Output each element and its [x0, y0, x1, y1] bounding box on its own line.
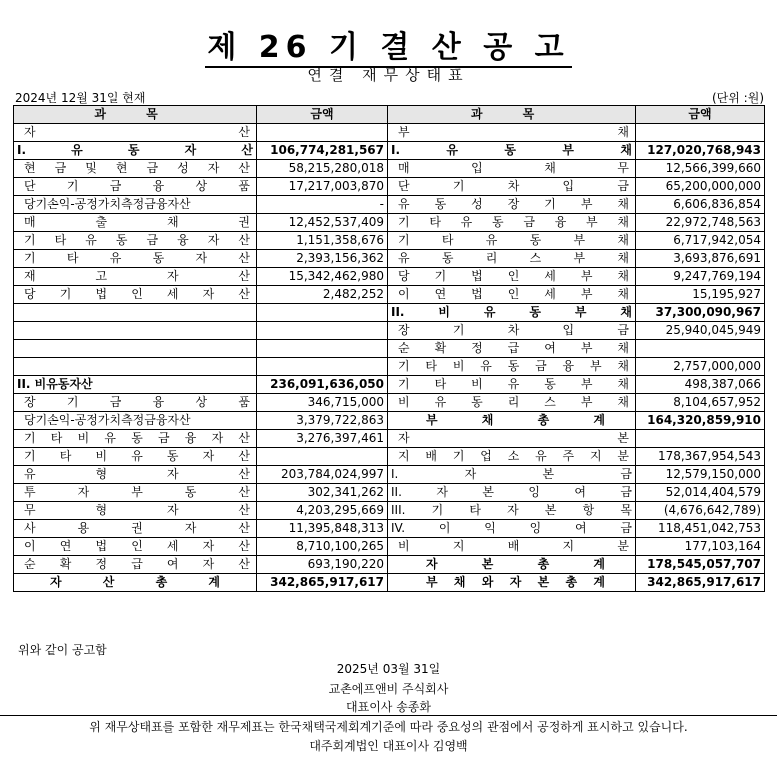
asset-amount: 236,091,636,050: [257, 376, 388, 394]
asset-item-label: I. 유 동 자 산: [14, 142, 257, 160]
liability-amount: 177,103,164: [636, 538, 765, 556]
liability-amount: 37,300,090,967: [636, 304, 765, 322]
liability-item-label: 매 입 채 무: [388, 160, 636, 178]
liability-amount: 498,387,066: [636, 376, 765, 394]
asset-amount: [257, 448, 388, 466]
asset-item-label: 자 산 총 계: [14, 574, 257, 592]
ceo-name: 대표이사 송종화: [346, 700, 431, 714]
page-title: 제 26 기 결 산 공 고: [0, 22, 777, 66]
table-row: [14, 250, 765, 268]
liability-item-label: 당 기 법 인 세 부 채: [388, 268, 636, 286]
liability-item-label: 기 타 비 유 동 금 융 부 채: [388, 358, 636, 376]
asset-amount: [257, 304, 388, 322]
table-row: [14, 322, 765, 340]
asset-amount: 302,341,262: [257, 484, 388, 502]
liability-amount: 52,014,404,579: [636, 484, 765, 502]
liability-amount: [636, 124, 765, 142]
table-row: [14, 394, 765, 412]
asset-item-label: 단 기 금 융 상 품: [14, 178, 257, 196]
table-row: [14, 430, 765, 448]
table-row: [14, 142, 765, 160]
asset-item-label: 이 연 법 인 세 자 산: [14, 538, 257, 556]
asset-amount: 1,151,358,676: [257, 232, 388, 250]
liability-amount: [636, 430, 765, 448]
asset-amount: [257, 124, 388, 142]
table-row: [14, 376, 765, 394]
liabilities-subject-header: 과 목: [388, 106, 636, 124]
table-row: [14, 574, 765, 592]
liability-item-label: 지 배 기 업 소 유 주 지 분: [388, 448, 636, 466]
asset-item-label: 당기손익-공정가치측정금융자산: [14, 196, 257, 214]
table-row: [14, 160, 765, 178]
table-row: [14, 520, 765, 538]
divider-line: [0, 715, 777, 716]
liability-amount: 22,972,748,563: [636, 214, 765, 232]
asset-amount: 3,379,722,863: [257, 412, 388, 430]
balance-sheet-table: [13, 105, 765, 592]
asset-item-label: 현 금 및 현 금 성 자 산: [14, 160, 257, 178]
asset-amount: 203,784,024,997: [257, 466, 388, 484]
asset-amount: 693,190,220: [257, 556, 388, 574]
liability-item-label: 순 확 정 급 여 부 채: [388, 340, 636, 358]
liability-item-label: 유 동 성 장 기 부 채: [388, 196, 636, 214]
asset-amount: 2,393,156,362: [257, 250, 388, 268]
liability-amount: [636, 340, 765, 358]
liability-amount: 2,757,000,000: [636, 358, 765, 376]
asset-amount: 342,865,917,617: [257, 574, 388, 592]
asset-amount: 8,710,100,265: [257, 538, 388, 556]
asset-amount: [257, 322, 388, 340]
statement-subtitle: 연결 재무상태표: [307, 66, 470, 84]
liability-item-label: I. 유 동 부 채: [388, 142, 636, 160]
asset-amount: 15,342,462,980: [257, 268, 388, 286]
asset-amount: 11,395,848,313: [257, 520, 388, 538]
table-row: [14, 124, 765, 142]
liability-item-label: III. 기 타 자 본 항 목: [388, 502, 636, 520]
asset-item-label: 당 기 법 인 세 자 산: [14, 286, 257, 304]
asset-amount: [257, 340, 388, 358]
liability-amount: 164,320,859,910: [636, 412, 765, 430]
asset-item-label: 기 타 비 유 동 금 융 자 산: [14, 430, 257, 448]
as-of-date: 2024년 12월 31일 현재: [15, 91, 146, 105]
liability-item-label: 기 타 유 동 부 채: [388, 232, 636, 250]
liability-item-label: 기 타 유 동 금 융 부 채: [388, 214, 636, 232]
liability-amount: 9,247,769,194: [636, 268, 765, 286]
liability-amount: 25,940,045,949: [636, 322, 765, 340]
liability-amount: 12,566,399,660: [636, 160, 765, 178]
asset-item-label: 투 자 부 동 산: [14, 484, 257, 502]
liability-item-label: 단 기 차 입 금: [388, 178, 636, 196]
liability-item-label: IV. 이 익 잉 여 금: [388, 520, 636, 538]
asset-amount: 106,774,281,567: [257, 142, 388, 160]
liability-amount: 118,451,042,753: [636, 520, 765, 538]
asset-item-label: 사 용 권 자 산: [14, 520, 257, 538]
liability-item-label: 장 기 차 입 금: [388, 322, 636, 340]
asset-item-label: 당기손익-공정가치측정금융자산: [14, 412, 257, 430]
asset-item-label: 기 타 유 동 자 산: [14, 250, 257, 268]
asset-amount: 346,715,000: [257, 394, 388, 412]
liability-amount: 178,545,057,707: [636, 556, 765, 574]
asset-item-label: 무 형 자 산: [14, 502, 257, 520]
table-row: [14, 466, 765, 484]
liability-amount: 8,104,657,952: [636, 394, 765, 412]
asset-item-label: [14, 358, 257, 376]
asset-item-label: 매 출 채 권: [14, 214, 257, 232]
unit-label: (단위 :원): [712, 91, 764, 105]
liability-item-label: 비 지 배 지 분: [388, 538, 636, 556]
assets-amount-header: 금액: [257, 106, 388, 124]
asset-amount: 17,217,003,870: [257, 178, 388, 196]
liability-amount: 3,693,876,691: [636, 250, 765, 268]
auditor-name: 대주회계법인 대표이사 김영백: [309, 739, 468, 753]
asset-amount: 4,203,295,669: [257, 502, 388, 520]
table-row: [14, 340, 765, 358]
liability-item-label: 기 타 비 유 동 부 채: [388, 376, 636, 394]
asset-item-label: 자 산: [14, 124, 257, 142]
liability-item-label: I. 자 본 금: [388, 466, 636, 484]
asset-item-label: [14, 322, 257, 340]
assets-subject-header: 과 목: [14, 106, 257, 124]
table-row: [14, 214, 765, 232]
asset-item-label: 순 확 정 급 여 자 산: [14, 556, 257, 574]
asset-item-label: 장 기 금 융 상 품: [14, 394, 257, 412]
liability-item-label: 부 채 와 자 본 총 계: [388, 574, 636, 592]
liability-item-label: II. 비 유 동 부 채: [388, 304, 636, 322]
table-row: [14, 232, 765, 250]
announcement-date: 2025년 03월 31일: [336, 662, 441, 676]
table-row: [14, 502, 765, 520]
table-row: [14, 358, 765, 376]
liability-item-label: 비 유 동 리 스 부 채: [388, 394, 636, 412]
liability-item-label: 자 본: [388, 430, 636, 448]
table-row: [14, 538, 765, 556]
asset-amount: 2,482,252: [257, 286, 388, 304]
asset-amount: 58,215,280,018: [257, 160, 388, 178]
asset-item-label: [14, 340, 257, 358]
asset-amount: 12,452,537,409: [257, 214, 388, 232]
table-row: [14, 412, 765, 430]
balance-sheet-body: [14, 124, 765, 592]
asset-item-label: II. 비유동자산: [14, 376, 257, 394]
asset-amount: -: [257, 196, 388, 214]
table-row: [14, 286, 765, 304]
table-row: [14, 304, 765, 322]
asset-amount: [257, 358, 388, 376]
liability-amount: 15,195,927: [636, 286, 765, 304]
liability-item-label: 이 연 법 인 세 부 채: [388, 286, 636, 304]
liability-amount: 65,200,000,000: [636, 178, 765, 196]
liability-amount: 342,865,917,617: [636, 574, 765, 592]
table-row: [14, 178, 765, 196]
liability-amount: 127,020,768,943: [636, 142, 765, 160]
liability-amount: 178,367,954,543: [636, 448, 765, 466]
liability-amount: 6,606,836,854: [636, 196, 765, 214]
asset-item-label: 유 형 자 산: [14, 466, 257, 484]
table-row: [14, 268, 765, 286]
asset-item-label: 기 타 비 유 동 자 산: [14, 448, 257, 466]
notice-text: 위와 같이 공고함: [18, 643, 107, 657]
liability-item-label: II. 자 본 잉 여 금: [388, 484, 636, 502]
liability-item-label: 유 동 리 스 부 채: [388, 250, 636, 268]
table-row: [14, 448, 765, 466]
liability-item-label: 자 본 총 계: [388, 556, 636, 574]
asset-item-label: 재 고 자 산: [14, 268, 257, 286]
liability-amount: 12,579,150,000: [636, 466, 765, 484]
table-row: [14, 196, 765, 214]
table-row: [14, 556, 765, 574]
liability-item-label: 부 채: [388, 124, 636, 142]
audit-note: 위 재무상태표를 포함한 재무제표는 한국채택국제회계기준에 따라 중요성의 관점에서 공정하게 표시하고 있습니다.: [89, 720, 688, 734]
table-row: [14, 484, 765, 502]
liability-item-label: 부 채 총 계: [388, 412, 636, 430]
liability-amount: 6,717,942,054: [636, 232, 765, 250]
liability-amount: (4,676,642,789): [636, 502, 765, 520]
liabilities-amount-header: 금액: [636, 106, 765, 124]
asset-amount: 3,276,397,461: [257, 430, 388, 448]
table-header-row: [14, 106, 765, 124]
asset-item-label: [14, 304, 257, 322]
asset-item-label: 기 타 유 동 금 융 자 산: [14, 232, 257, 250]
company-name: 교촌에프앤비 주식회사: [328, 682, 449, 696]
